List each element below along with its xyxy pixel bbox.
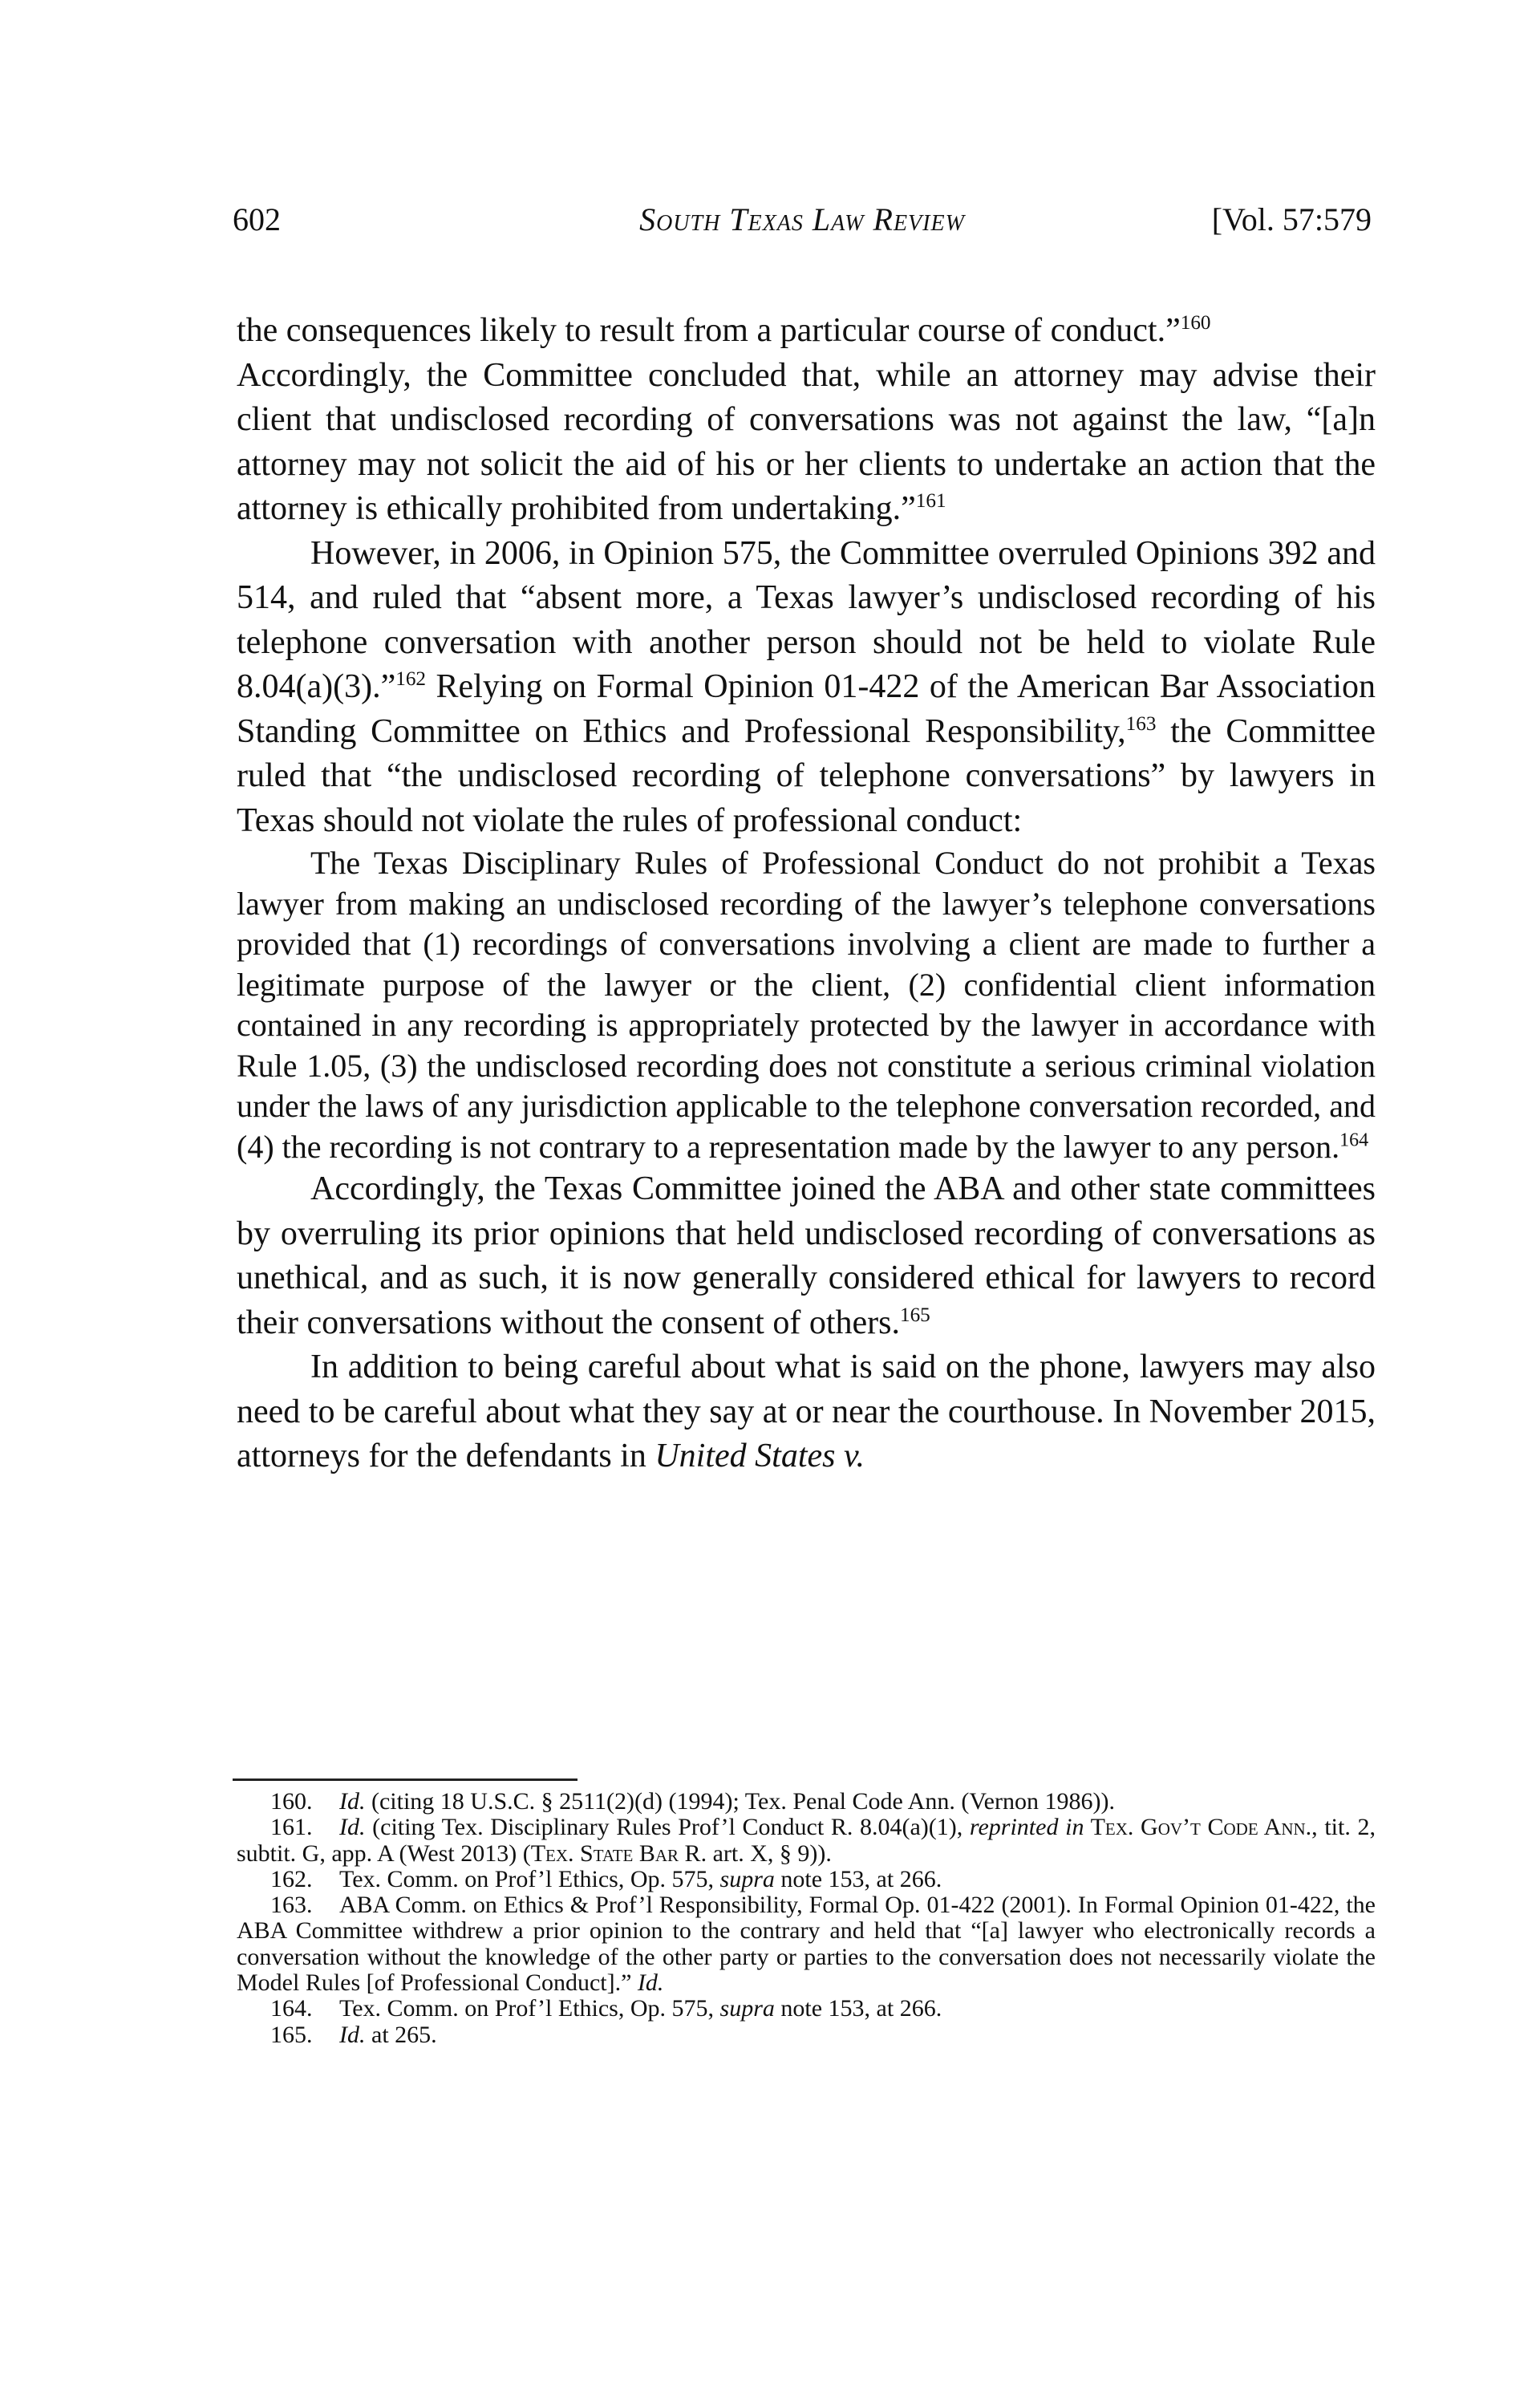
paragraph-text: However, in 2006, in Opinion 575, the Committee overruled Opinions 392 and 514, and ruled that “absent more, a Texas lawyer’s undisclosed recording of his telephone conversation with another person should not be held to violate Rule 8.04(a)(3).” xyxy=(237,534,1376,705)
footnote-ref-163: 163 xyxy=(1125,712,1157,735)
footnote-number: 162. xyxy=(270,1865,313,1892)
main-text xyxy=(237,309,1376,1479)
footnote-signal: supra xyxy=(719,1995,775,2022)
case-name: United States v. xyxy=(654,1438,865,1474)
footnote-text: ABA Comm. on Ethics & Prof’l Responsibility, Formal Op. 01-422 (2001). In Formal Opinion 01-422, the ABA Committee withdrew a prior opinion to the contrary and held that “[a] lawyer who electronically records a conversation without the knowledge of the other party or parties to the conversation does not necessarily violate the Model Rules [of Professional Conduct].” xyxy=(237,1892,1376,1997)
footnote-161 xyxy=(237,1815,1376,1867)
journal-title: South Texas Law Review xyxy=(639,201,965,237)
footnote-text: note 153, at 266. xyxy=(774,1865,942,1892)
volume-citation: [Vol. 57:579 xyxy=(1211,201,1372,237)
footnote-ref-161: 161 xyxy=(915,490,946,512)
footnote-number: 161. xyxy=(270,1814,313,1841)
footnote-number: 160. xyxy=(270,1788,313,1815)
page-number: 602 xyxy=(233,201,281,237)
footnotes xyxy=(237,1789,1376,2048)
paragraph-text: Relying on Formal Opinion 01-422 of the American Bar Association Standing Committee on Ethics and Professional Responsibility, xyxy=(237,668,1376,750)
quote-text: The Texas Disciplinary Rules of Professional Conduct do not prohibit a Texas lawyer from making an undisclosed recording of the lawyer’s telephone conversations provided that (1) recordings of conversations involving a client are made to further a legitimate purpose of the lawyer or the client, (2) confidential client information contained in any recording is appropriately protected by the lawyer in accordance with Rule 1.05, (3) the undisclosed recording does not constitute a serious criminal violation under the laws of any jurisdiction applicable to the telephone conversation recorded, and (4) the recording is not contrary to a representation made by the lawyer to any person. xyxy=(237,845,1376,1165)
footnote-165 xyxy=(237,2022,1376,2048)
footnote-signal: Id. xyxy=(339,1814,366,1841)
footnote-ref-162: 162 xyxy=(395,668,427,690)
footnote-text: , tit. 2, subtit. G, app. A (West 2013) ( xyxy=(237,1814,1376,1867)
footnote-160 xyxy=(237,1789,1376,1815)
footnote-text: (citing Tex. Disciplinary Rules Prof’l Conduct R. 8.04(a)(1), xyxy=(365,1814,970,1841)
paragraph-text: In addition to being careful about what is said on the phone, lawyers may also need to be careful about what they say at or near the courthouse. In November 2015, attorneys for the defendants in xyxy=(237,1349,1376,1474)
paragraph-text: Accordingly, the Committee concluded that, while an attorney may advise their client that undisclosed recording of conversations was not against the law, “[a]n attorney may not solicit the aid of his or her clients to undertake an action that the attorney is ethically prohibited from undertaking.” xyxy=(237,356,1376,527)
paragraph-5 xyxy=(237,1345,1376,1479)
footnote-text: at 265. xyxy=(365,2021,437,2048)
footnote-text: art. X, § 9)). xyxy=(707,1839,832,1867)
footnote-source: Tex. Gov’t Code Ann. xyxy=(1084,1814,1312,1841)
footnote-signal: Id. xyxy=(339,2021,366,2048)
footnote-text: (citing 18 U.S.C. § 2511(2)(d) (1994); Tex. Penal Code Ann. (Vernon 1986)). xyxy=(365,1788,1115,1815)
footnote-divider xyxy=(233,1778,578,1781)
footnote-number: 163. xyxy=(270,1892,313,1919)
footnote-source: Tex. State Bar R. xyxy=(530,1839,707,1867)
footnote-signal: reprinted in xyxy=(969,1814,1084,1841)
footnote-164 xyxy=(237,1996,1376,2022)
block-quote xyxy=(237,843,1376,1167)
running-header xyxy=(233,201,1372,249)
footnote-ref-164: 164 xyxy=(1339,1130,1369,1151)
footnote-162 xyxy=(237,1867,1376,1892)
footnote-number: 165. xyxy=(270,2021,313,2048)
footnote-text: Tex. Comm. on Prof’l Ethics, Op. 575, xyxy=(339,1995,720,2022)
footnote-signal: Id. xyxy=(637,1969,664,1997)
footnote-number: 164. xyxy=(270,1995,313,2022)
footnote-text: note 153, at 266. xyxy=(774,1995,942,2022)
paragraph-3 xyxy=(237,532,1376,844)
footnote-163 xyxy=(237,1892,1376,1996)
paragraph-1 xyxy=(237,309,1376,354)
footnote-text: Tex. Comm. on Prof’l Ethics, Op. 575, xyxy=(339,1865,720,1892)
paragraph-2 xyxy=(237,354,1376,532)
footnote-ref-165: 165 xyxy=(899,1304,930,1326)
paragraph-4 xyxy=(237,1167,1376,1345)
paragraph-text: the consequences likely to result from a particular course of conduct.” xyxy=(237,312,1181,349)
paragraph-text: the Committee ruled that “the undisclosed recording of telephone conversations” by lawyers in Texas should not violate the rules of professional conduct: xyxy=(237,712,1376,839)
footnote-signal: supra xyxy=(719,1865,775,1892)
footnote-signal: Id. xyxy=(339,1788,366,1815)
paragraph-text: Accordingly, the Texas Committee joined the ABA and other state committees by overruling its prior opinions that held undisclosed recording of conversations as unethical, and as such, it is now generally considered ethical for lawyers to record their conversations without the consent of others. xyxy=(237,1170,1376,1341)
footnote-ref-160: 160 xyxy=(1180,312,1211,334)
